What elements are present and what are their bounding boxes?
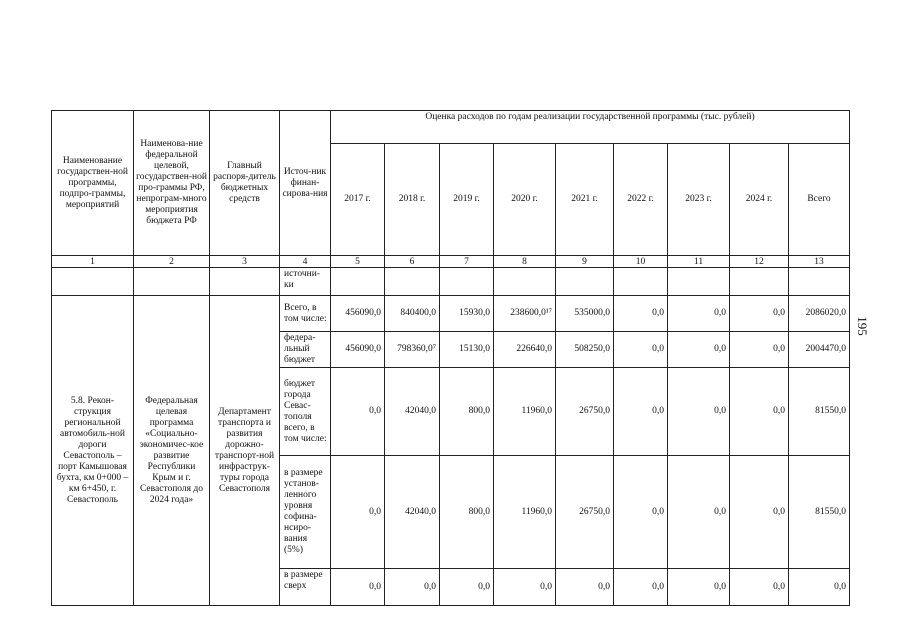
page-number: 195 bbox=[854, 316, 870, 336]
column-number: 11 bbox=[668, 256, 730, 268]
header-administrator: Главный распоря-дитель бюджетных средств bbox=[210, 111, 280, 256]
value-cell: 508250,0 bbox=[556, 332, 614, 368]
value-cell: 798360,0⁷ bbox=[385, 332, 440, 368]
value-cell: 800,0 bbox=[440, 368, 494, 456]
value-cell: 0,0 bbox=[668, 296, 730, 332]
source-cell: федера-льный бюджет bbox=[280, 332, 331, 368]
source-cell: Всего, в том числе: bbox=[280, 296, 331, 332]
header-year: 2022 г. bbox=[614, 144, 668, 256]
header-year: 2024 г. bbox=[730, 144, 789, 256]
value-cell: 0,0 bbox=[385, 569, 440, 606]
value-cell: 26750,0 bbox=[556, 456, 614, 569]
source-cell: источни-ки bbox=[280, 268, 331, 296]
column-number: 12 bbox=[730, 256, 789, 268]
column-number: 10 bbox=[614, 256, 668, 268]
value-cell: 0,0 bbox=[614, 569, 668, 606]
column-number: 8 bbox=[494, 256, 556, 268]
source-cell: бюджет города Севас-тополя всего, в том числе: bbox=[280, 368, 331, 456]
value-cell: 0,0 bbox=[668, 332, 730, 368]
header-year: 2021 г. bbox=[556, 144, 614, 256]
value-cell: 800,0 bbox=[440, 456, 494, 569]
value-cell: 0,0 bbox=[331, 368, 385, 456]
value-cell: 840400,0 bbox=[385, 296, 440, 332]
value-cell: 0,0 bbox=[331, 569, 385, 606]
header-total: Всего bbox=[789, 144, 850, 256]
federal-program-name: Федеральная целевая программа «Социально-экономичес-кое развитие Республики Крым и г. Севастополя до 2024 года» bbox=[134, 296, 210, 606]
table-row bbox=[52, 268, 850, 296]
value-cell: 42040,0 bbox=[385, 368, 440, 456]
source-cell: в размере установ-ленного уровня софина-нсиро-вания (5%) bbox=[280, 456, 331, 569]
header-year: 2018 г. bbox=[385, 144, 440, 256]
column-number: 7 bbox=[440, 256, 494, 268]
value-cell: 0,0 bbox=[614, 296, 668, 332]
column-number: 3 bbox=[210, 256, 280, 268]
program-name: 5.8. Рекон-струкция региональной автомобиль-ной дороги Севастополь – порт Камышовая бухта, км 0+000 – км 6+450, г. Севастополь bbox=[52, 296, 134, 606]
value-cell: 0,0 bbox=[730, 368, 789, 456]
value-cell: 11960,0 bbox=[494, 456, 556, 569]
header-expense-group: Оценка расходов по годам реализации государственной программы (тыс. рублей) bbox=[331, 111, 850, 144]
column-number: 5 bbox=[331, 256, 385, 268]
value-cell: 11960,0 bbox=[494, 368, 556, 456]
value-cell: 0,0 bbox=[668, 569, 730, 606]
header-year: 2020 г. bbox=[494, 144, 556, 256]
value-cell: 42040,0 bbox=[385, 456, 440, 569]
value-cell: 238600,0¹⁷ bbox=[494, 296, 556, 332]
column-number: 4 bbox=[280, 256, 331, 268]
column-number: 6 bbox=[385, 256, 440, 268]
value-cell: 535000,0 bbox=[556, 296, 614, 332]
table-row bbox=[52, 296, 850, 332]
header-year: 2017 г. bbox=[331, 144, 385, 256]
header-program-name: Наименование государствен-ной программы, подпро-граммы, мероприятий bbox=[52, 111, 134, 256]
value-cell: 26750,0 bbox=[556, 368, 614, 456]
value-cell: 0,0 bbox=[614, 456, 668, 569]
budget-table bbox=[51, 110, 850, 606]
column-number: 1 bbox=[52, 256, 134, 268]
value-cell: 0,0 bbox=[494, 569, 556, 606]
value-cell: 0,0 bbox=[730, 569, 789, 606]
value-cell: 0,0 bbox=[730, 296, 789, 332]
value-cell: 0,0 bbox=[668, 368, 730, 456]
value-cell: 2086020,0 bbox=[789, 296, 850, 332]
value-cell: 15130,0 bbox=[440, 332, 494, 368]
source-cell: в размере сверх bbox=[280, 569, 331, 606]
administrator-name: Департамент транспорта и развития дорожно-транспорт-ной инфраструк-туры города Севастополя bbox=[210, 296, 280, 606]
header-federal-program: Наименова-ние федеральной целевой, государствен-ной про-граммы РФ, непрограм-много мероприятия бюджета РФ bbox=[134, 111, 210, 256]
value-cell: 0,0 bbox=[789, 569, 850, 606]
value-cell: 226640,0 bbox=[494, 332, 556, 368]
value-cell: 0,0 bbox=[668, 456, 730, 569]
value-cell: 81550,0 bbox=[789, 368, 850, 456]
header-source: Источ-ник финан-сирова-ния bbox=[280, 111, 331, 256]
value-cell: 456090,0 bbox=[331, 296, 385, 332]
value-cell: 0,0 bbox=[614, 368, 668, 456]
value-cell: 15930,0 bbox=[440, 296, 494, 332]
column-number: 9 bbox=[556, 256, 614, 268]
value-cell: 0,0 bbox=[440, 569, 494, 606]
value-cell: 0,0 bbox=[730, 332, 789, 368]
value-cell: 456090,0 bbox=[331, 332, 385, 368]
column-number: 2 bbox=[134, 256, 210, 268]
column-number: 13 bbox=[789, 256, 850, 268]
value-cell: 0,0 bbox=[730, 456, 789, 569]
value-cell: 0,0 bbox=[556, 569, 614, 606]
value-cell: 2004470,0 bbox=[789, 332, 850, 368]
header-year: 2019 г. bbox=[440, 144, 494, 256]
value-cell: 0,0 bbox=[331, 456, 385, 569]
header-year: 2023 г. bbox=[668, 144, 730, 256]
value-cell: 81550,0 bbox=[789, 456, 850, 569]
value-cell: 0,0 bbox=[614, 332, 668, 368]
